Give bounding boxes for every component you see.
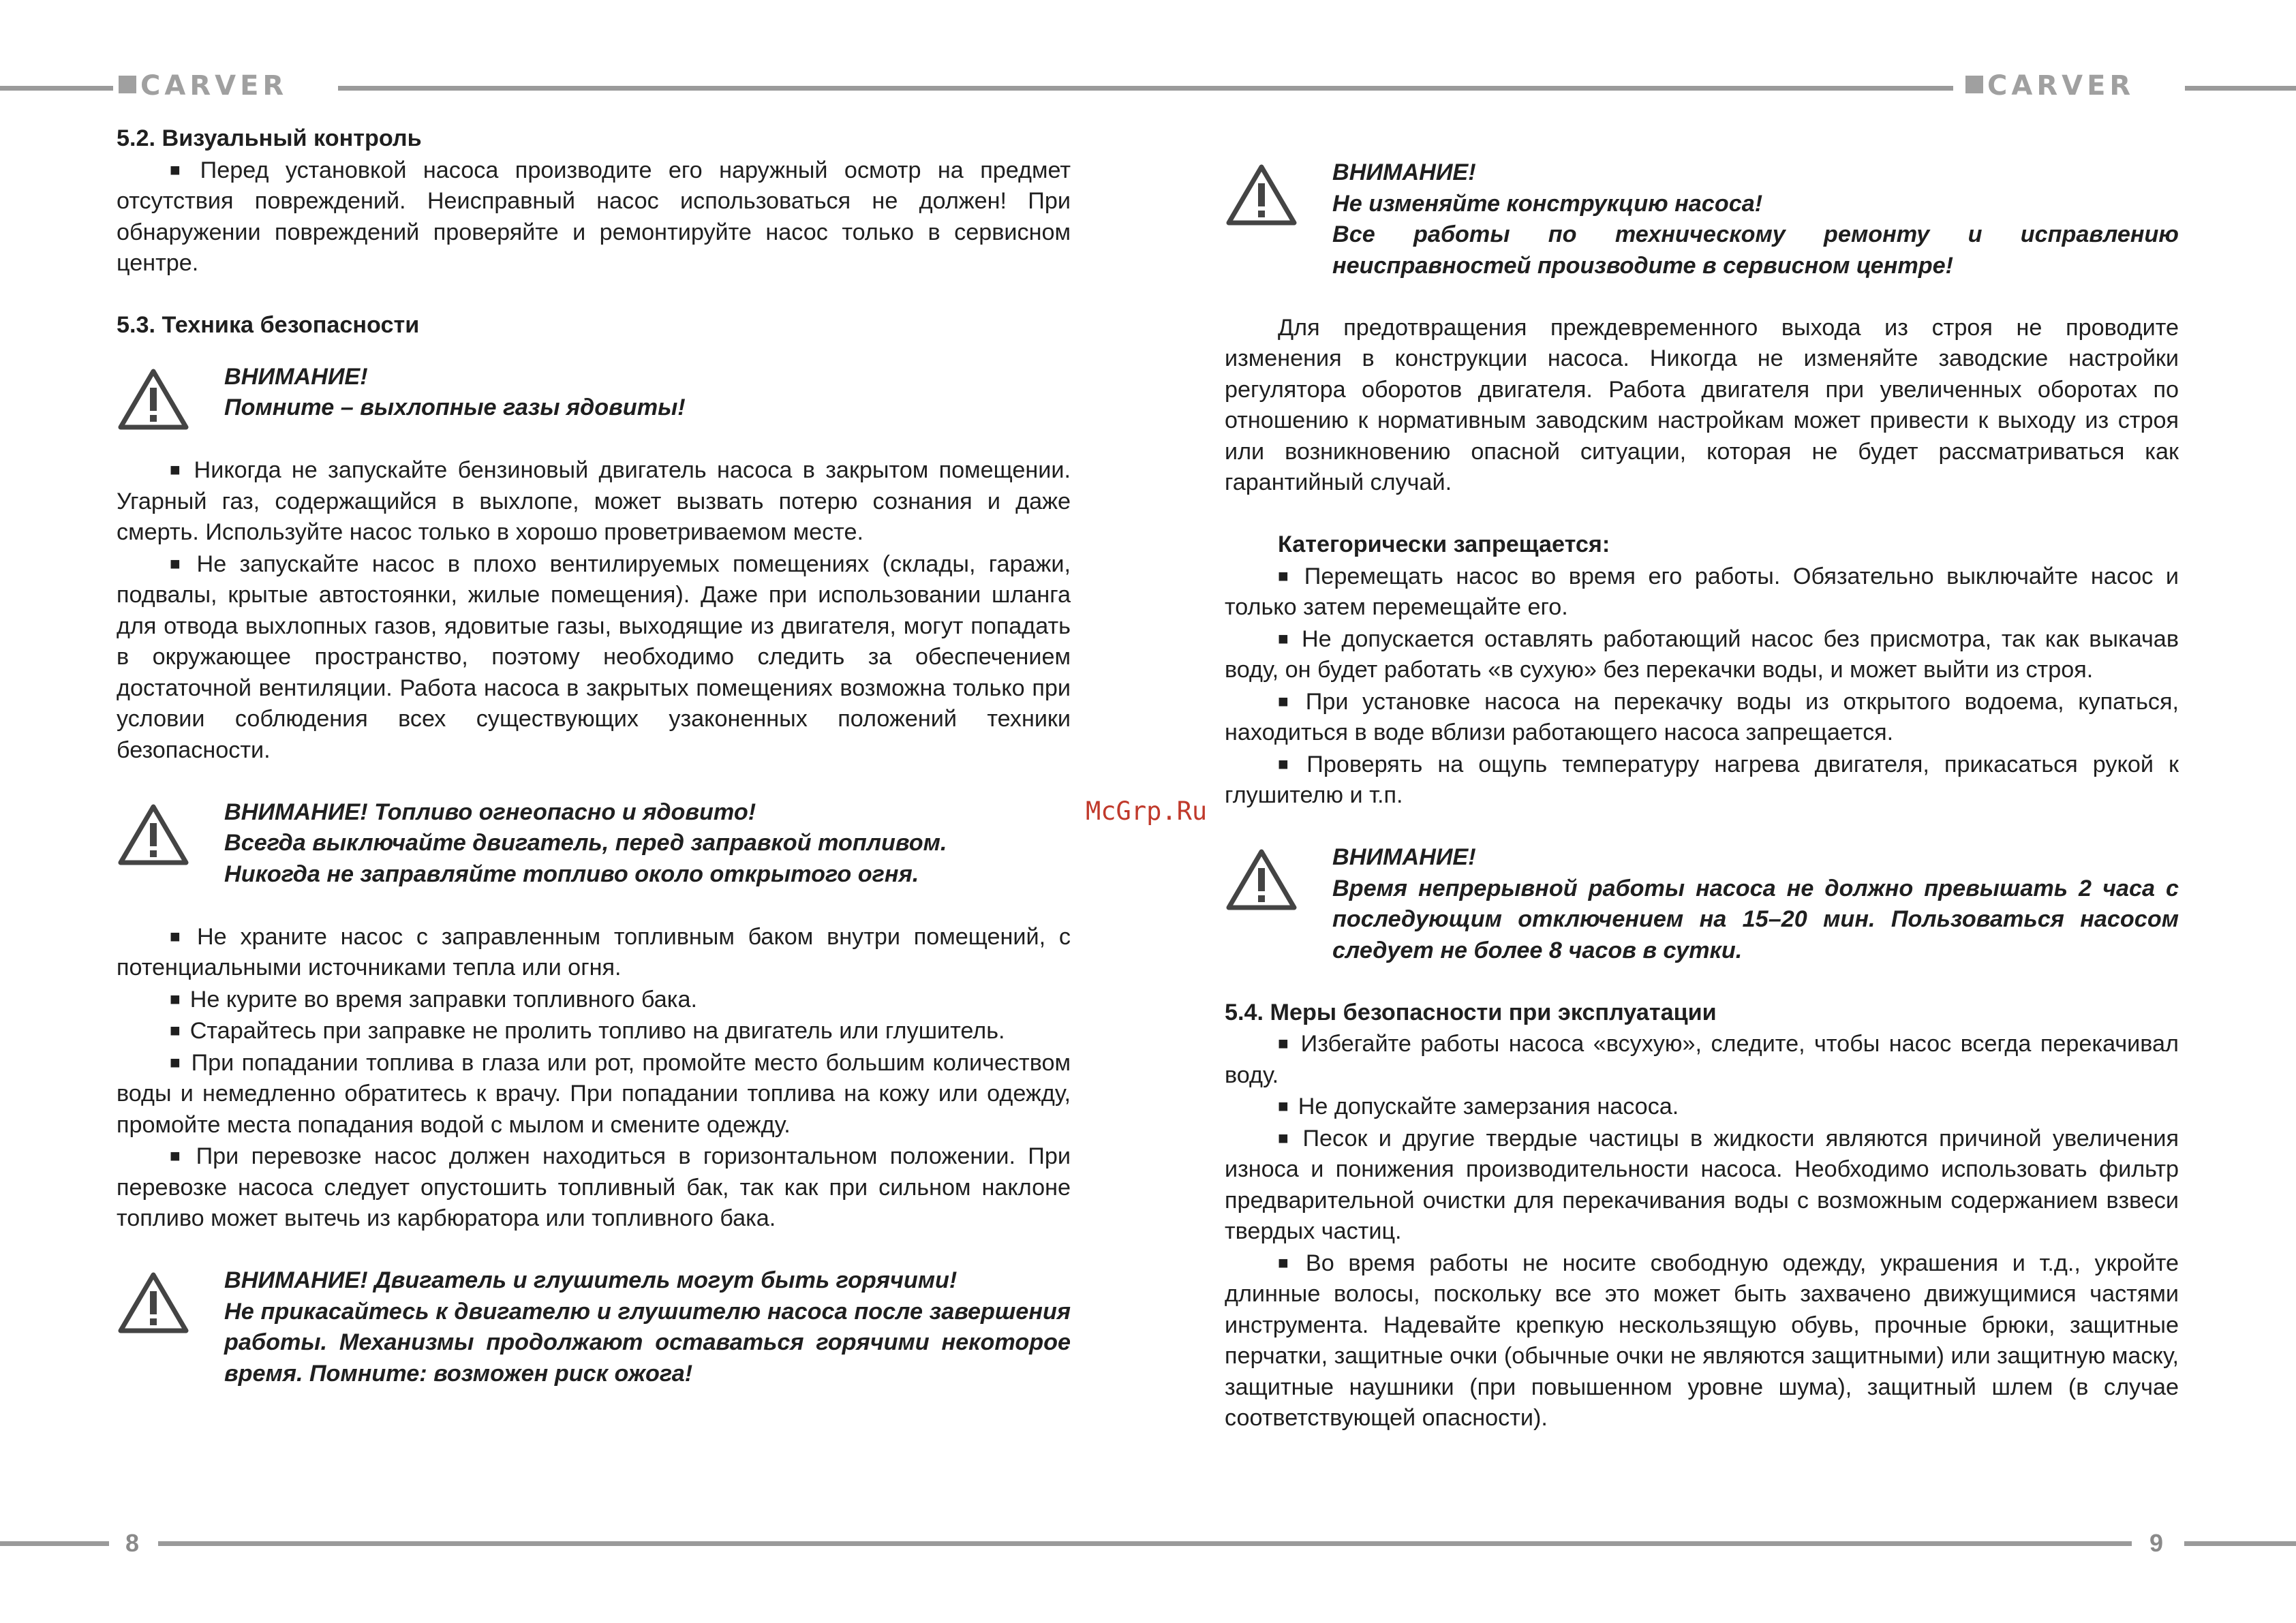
section-heading-5-4: 5.4. Меры безопасности при эксплуатации xyxy=(1225,999,1717,1025)
paragraph-storage: ■ Не храните насос с заправленным топливным баком внутри помещений, с потенциальными источниками тепла или огня. xyxy=(117,921,1071,984)
paragraph-no-modifications: Для предотвращения преждевременного выхода из строя не проводите изменения в конструкции насоса. Никогда не изменяйте заводские настройки регулятора оборотов двигателя. Работа двигателя при увеличенных оборотах по отношению к нормативным заводским настройкам может привести к выходу из строя или возникновению опасной ситуации, которая не будет рассматриваться как гарантийный случай. xyxy=(1225,314,2179,495)
warning-hot-engine xyxy=(117,1265,1071,1389)
paragraph-no-spill: ■ Старайтесь при заправке не пролить топливо на двигатель или глушитель. xyxy=(117,1015,1071,1047)
forbidden-item: ■ Не допускается оставлять работающий насос без присмотра, так как выкачав воду, он будет работать «в сухую» без перекачки воды, и может выйти из строя. xyxy=(1225,623,2179,686)
left-page-column xyxy=(117,123,1071,1389)
warning-title: ВНИМАНИЕ! xyxy=(1332,159,1476,185)
footer-rule-left xyxy=(0,1541,109,1546)
page-number-left: 8 xyxy=(125,1529,140,1557)
paragraph-transport: ■ При перевозке насос должен находиться в горизонтальном положении. При перевозке насоса следует опустошить топливный бак, так как при сильном наклоне топливо может вытечь из карбюратора или топливного бака. xyxy=(117,1141,1071,1235)
logo-mark-icon xyxy=(119,76,136,93)
warning-runtime xyxy=(1225,842,2179,966)
forbidden-item: ■ При установке насоса на перекачку воды из открытого водоема, купаться, находиться в воде вблизи работающего насоса запрещается. xyxy=(1225,686,2179,749)
warning-title: ВНИМАНИЕ! xyxy=(224,363,368,390)
forbidden-item: ■ Проверять на ощупь температуру нагрева двигателя, прикасаться рукой к глушителю и т.п. xyxy=(1225,749,2179,812)
warning-exhaust xyxy=(117,362,1071,424)
brand-logo-right: CARVER xyxy=(1965,72,2134,99)
header-rule-right xyxy=(2185,86,2296,91)
paragraph-ventilation: ■ Не запускайте насос в плохо вентилируемых помещениях (склады, гаражи, подвалы, крытые автостоянки, жилые помещения). Даже при использовании шланга для отвода выхлопных газов, ядовитые газы, выходящие из двигателя, могут попадать в окружающее пространство, поэтому необходимо следить за обеспечением достаточной вентиляции. Работа насоса в закрытых помещениях возможна только при условии соблюдения всех существующих узаконенных положений техники безопасности. xyxy=(117,548,1071,767)
safety-item: ■ Не допускайте замерзания насоса. xyxy=(1225,1091,2179,1123)
warning-text: Всегда выключайте двигатель, перед заправкой топливом. xyxy=(224,830,947,856)
warning-text: Время непрерывной работы насоса не должно превышать 2 часа с последующим отключением на 15–20 мин. Пользоваться насосом следует не более 8 часов в сутки. xyxy=(1332,875,2179,963)
warning-icon xyxy=(117,367,190,433)
right-page-column xyxy=(1225,123,2179,1434)
warning-icon xyxy=(117,1271,190,1336)
warning-icon xyxy=(1225,848,1298,913)
warning-text: Не изменяйте конструкцию насоса! xyxy=(1332,190,1763,217)
safety-item: ■ Избегайте работы насоса «всухую», следите, чтобы насос всегда перекачивал воду. xyxy=(1225,1028,2179,1091)
header-rule-left xyxy=(0,86,113,91)
paragraph-visual-check: ■ Перед установкой насоса производите его наружный осмотр на предмет отсутствия повреждений. Неисправный насос использоваться не должен! При обнаружении повреждений проверяйте и ремонтируйте насос только в сервисном центре. xyxy=(117,155,1071,279)
page-number-right: 9 xyxy=(2149,1529,2164,1557)
watermark: McGrp.Ru xyxy=(1086,797,1208,826)
warning-text: Никогда не заправляйте топливо около открытого огня. xyxy=(224,861,919,887)
warning-icon xyxy=(1225,163,1298,228)
warning-construction xyxy=(1225,157,2179,281)
warning-title: ВНИМАНИЕ! Топливо огнеопасно и ядовито! xyxy=(224,799,756,825)
section-heading-5-3: 5.3. Техника безопасности xyxy=(117,312,420,338)
safety-item: ■ Песок и другие твердые частицы в жидкости являются причиной увеличения износа и понижения производительности насоса. Необходимо использовать фильтр предварительной очистки для перекачивания воды с возможным содержанием взвеси твердых частиц. xyxy=(1225,1123,2179,1248)
warning-title: ВНИМАНИЕ! xyxy=(1332,844,1476,870)
warning-text: Все работы по техническому ремонту и исправлению неисправностей производите в сервисном центре! xyxy=(1332,221,2179,279)
safety-item: ■ Во время работы не носите свободную одежду, украшения и т.д., укройте длинные волосы, поскольку все это может быть захвачено движущимися частями инструмента. Надевайте крепкую нескользящую обувь, прочные брюки, защитные перчатки, защитные очки (обычные очки не являются защитными) или защитную маску, защитные наушники (при повышенном уровне шума), защитный шлем (в случае соответствующей опасности). xyxy=(1225,1248,2179,1434)
footer-rule-center xyxy=(158,1541,2132,1546)
paragraph-no-smoking: ■ Не курите во время заправки топливного бака. xyxy=(117,984,1071,1016)
paragraph-closed-room: ■ Никогда не запускайте бензиновый двигатель насоса в закрытом помещении. Угарный газ, содержащийся в выхлопе, может вызвать потерю сознания и даже смерть. Используйте насос только в хорошо проветриваемом месте. xyxy=(117,454,1071,548)
warning-icon xyxy=(117,803,190,868)
warning-title: ВНИМАНИЕ! Двигатель и глушитель могут быть горячими! xyxy=(224,1267,958,1293)
logo-mark-icon xyxy=(1965,76,1983,93)
brand-logo-left: CARVER xyxy=(119,72,288,99)
paragraph-first-aid: ■ При попадании топлива в глаза или рот, промойте место большим количеством воды и немедленно обратитесь к врачу. При попадании топлива на кожу или одежду, промойте места попадания водой с мылом и смените одежду. xyxy=(117,1047,1071,1141)
forbidden-item: ■ Перемещать насос во время его работы. Обязательно выключайте насос и только затем перемещайте его. xyxy=(1225,561,2179,623)
section-heading-5-2: 5.2. Визуальный контроль xyxy=(117,125,422,151)
footer-rule-right xyxy=(2184,1541,2296,1546)
warning-text: Не прикасайтесь к двигателю и глушителю насоса после завершения работы. Механизмы продолжают оставаться горячими некоторое время. Помните: возможен риск ожога! xyxy=(224,1298,1071,1387)
forbidden-heading: Категорически запрещается: xyxy=(1278,531,1610,557)
warning-fuel xyxy=(117,797,1071,891)
warning-text: Помните – выхлопные газы ядовиты! xyxy=(224,395,686,420)
header-rule-center xyxy=(338,86,1953,91)
